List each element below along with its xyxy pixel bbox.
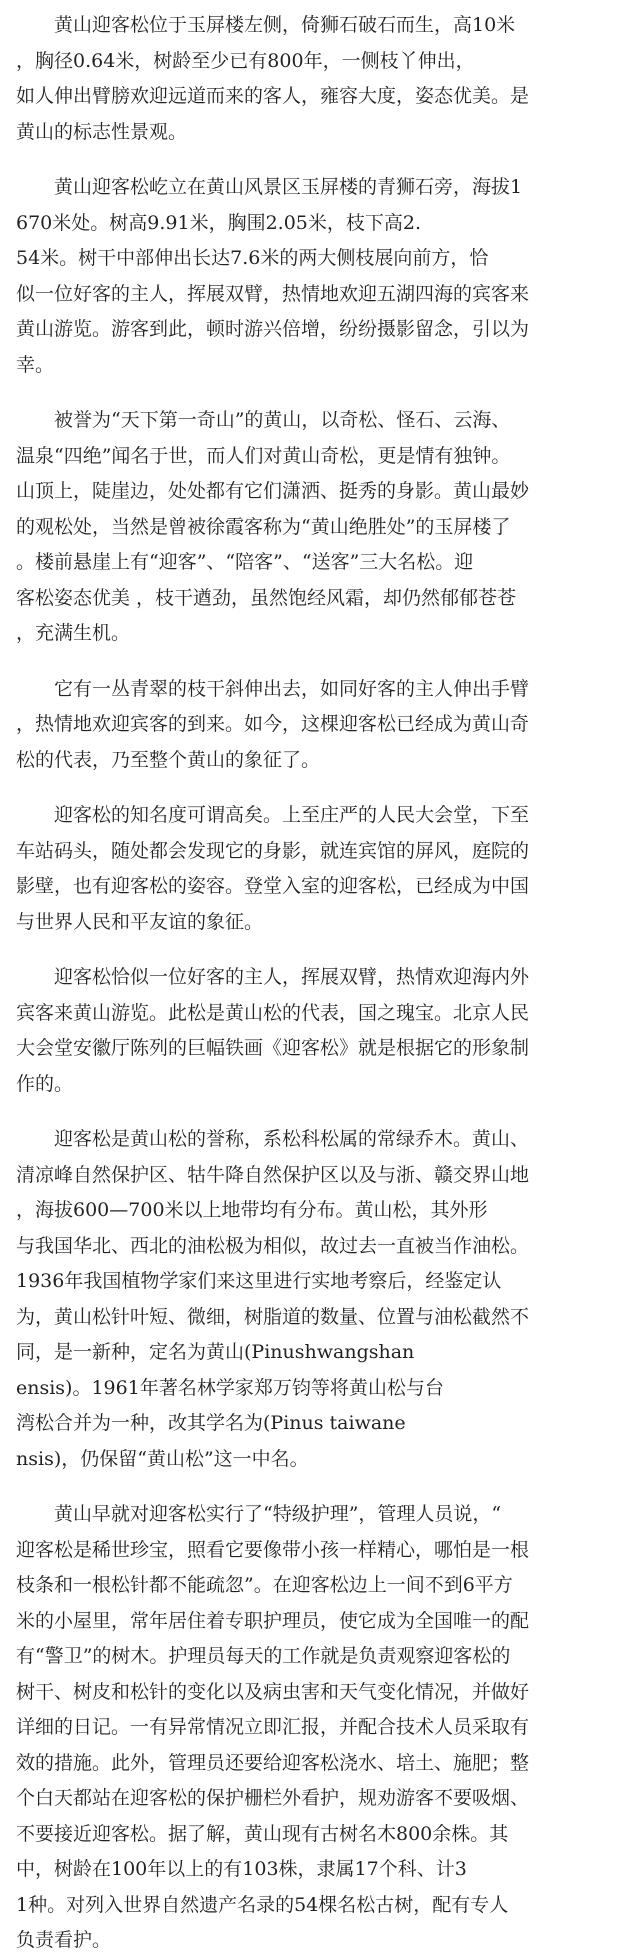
text-line: 如人伸出臂膀欢迎远道而来的客人，雍容大度，姿态优美。是 [16, 85, 530, 107]
paragraph [16, 170, 626, 383]
text-line: 清凉峰自然保护区、牯牛降自然保护区以及与浙、赣交界山地 [16, 1163, 530, 1186]
text-line: 枝条和一根松针都不能疏忽”。在迎客松边上一间不到6平方 [16, 1574, 513, 1596]
text-line: 迎客松的知名度可谓高矣。上至庄严的人民大会堂，下至 [54, 804, 530, 826]
text-line: ，热情地欢迎宾客的到来。如今，这棵迎客松已经成为黄山奇 [16, 713, 530, 735]
text-line: 黄山迎客松屹立在黄山风景区玉屏楼的青狮石旁，海拔1 [54, 176, 523, 198]
text-line: 54米。树干中部伸出长达7.6米的两大侧枝展向前方，恰 [16, 247, 489, 269]
text-line: 影壁，也有迎客松的姿容。登堂入室的迎客松，已经成为中国 [16, 875, 530, 897]
paragraph [16, 1122, 626, 1477]
paragraph [16, 672, 626, 779]
paragraph [16, 798, 626, 940]
paragraph [16, 1497, 626, 1959]
text-line: 黄山游览。游客到此，顿时游兴倍增，纷纷摄影留念，引以为 [16, 318, 530, 340]
text-line: 树干、树皮和松针的变化以及病虫害和天气变化情况，并做好 [16, 1680, 530, 1703]
text-line: 湾松合并为一种，改其学名为(Pinus taiwane [16, 1412, 406, 1434]
text-line: 迎客松是黄山松的誉称，系松科松属的常绿乔木。黄山、 [54, 1128, 530, 1150]
text-line: 山顶上，陡崖边，处处都有它们潇洒、挺秀的身影。黄山最妙 [16, 480, 530, 502]
text-line: 宾客来黄山游览。此松是黄山松的代表，国之瑰宝。北京人民 [16, 1001, 530, 1024]
text-line: 似一位好客的主人，挥展双臂，热情地欢迎五湖四海的宾客来 [16, 282, 530, 305]
paragraph [16, 8, 626, 150]
text-line: 客松姿态优美 ，枝干遒劲，虽然饱经风霜，却仍然郁郁苍苍 [16, 586, 517, 609]
text-line: 的观松处，当然是曾被徐霞客称为“黄山绝胜处”的玉屏楼了 [16, 515, 511, 538]
text-line: 与我国华北、西北的油松极为相似，故过去一直被当作油松。 [16, 1234, 530, 1257]
text-line: 作的。 [16, 1072, 74, 1095]
paragraph [16, 403, 626, 652]
text-line: 为，黄山松针叶短、微细，树脂道的数量、位置与油松截然不 [16, 1305, 530, 1328]
text-line: 迎客松恰似一位好客的主人，挥展双臂，热情欢迎海内外 [54, 966, 530, 988]
text-line: ，胸径0.64米，树龄至少已有800年，一侧枝丫伸出， [16, 49, 475, 72]
text-line: 黄山的标志性景观。 [16, 120, 188, 143]
text-line: 中，树龄在100年以上的有103株，隶属17个科、计3 [16, 1858, 467, 1880]
text-line: 670米处。树高9.91米，胸围2.05米，枝下高2. [16, 211, 422, 234]
text-line: 有“警卫”的树木。护理员每天的工作就是负责观察迎客松的 [16, 1645, 511, 1667]
text-line: ensis)。1961年著名林学家郑万钧等将黄山松与台 [16, 1376, 444, 1399]
text-line: 迎客松是稀世珍宝，照看它要像带小孩一样精心，哪怕是一根 [16, 1538, 530, 1561]
text-line: 黄山早就对迎客松实行了“特级护理”，管理人员说，“ [54, 1503, 502, 1525]
text-line: 。楼前悬崖上有“迎客”、“陪客”、“送客”三大名松。迎 [16, 551, 474, 573]
text-line: 1种。对列入世界自然遗产名录的54棵名松古树，配有专人 [16, 1893, 509, 1916]
text-line: 负责看护。 [16, 1929, 112, 1951]
text-line: 效的措施。此外，管理员还要给迎客松浇水、培土、施肥；整 [16, 1751, 530, 1774]
text-line: 温泉“四绝”闻名于世，而人们对黄山奇松，更是情有独钟。 [16, 444, 511, 467]
text-line: ，充满生机。 [16, 622, 131, 644]
text-line: 幸。 [16, 353, 55, 376]
text-line: 个白天都站在迎客松的保护栅栏外看护，规劝游客不要吸烟、 [16, 1787, 530, 1809]
text-line: 被誉为“天下第一奇山”的黄山，以奇松、怪石、云海、 [54, 409, 511, 431]
text-line: 松的代表，乃至整个黄山的象征了。 [16, 748, 321, 771]
text-line: 与世界人民和平友谊的象征。 [16, 910, 264, 933]
text-line: 1936年我国植物学家们来这里进行实地考察后，经鉴定认 [16, 1270, 502, 1292]
paragraph [16, 960, 626, 1102]
text-line: 大会堂安徽厅陈列的巨幅铁画《迎客松》就是根据它的形象制 [16, 1037, 530, 1059]
text-line: 同，是一新种，定名为黄山(Pinushwangshan [16, 1341, 415, 1363]
text-line: 黄山迎客松位于玉屏楼左侧，倚狮石破石而生，高10米 [54, 14, 516, 36]
text-line: ，海拔600—700米以上地带均有分布。黄山松，其外形 [16, 1199, 488, 1221]
text-line: 详细的日记。一有异常情况立即汇报，并配合技术人员采取有 [16, 1716, 530, 1738]
text-line: 米的小屋里，常年居住着专职护理员，使它成为全国唯一的配 [16, 1609, 530, 1632]
text-line: nsis)，仍保留“黄山松”这一中名。 [16, 1447, 309, 1470]
text-line: 它有一丛青翠的枝干斜伸出去，如同好客的主人伸出手臂 [54, 677, 530, 700]
text-line: 不要接近迎客松。据了解，黄山现有古树名木800余株。其 [16, 1822, 509, 1845]
text-line: 车站码头，随处都会发现它的身影，就连宾馆的屏风，庭院的 [16, 839, 530, 862]
